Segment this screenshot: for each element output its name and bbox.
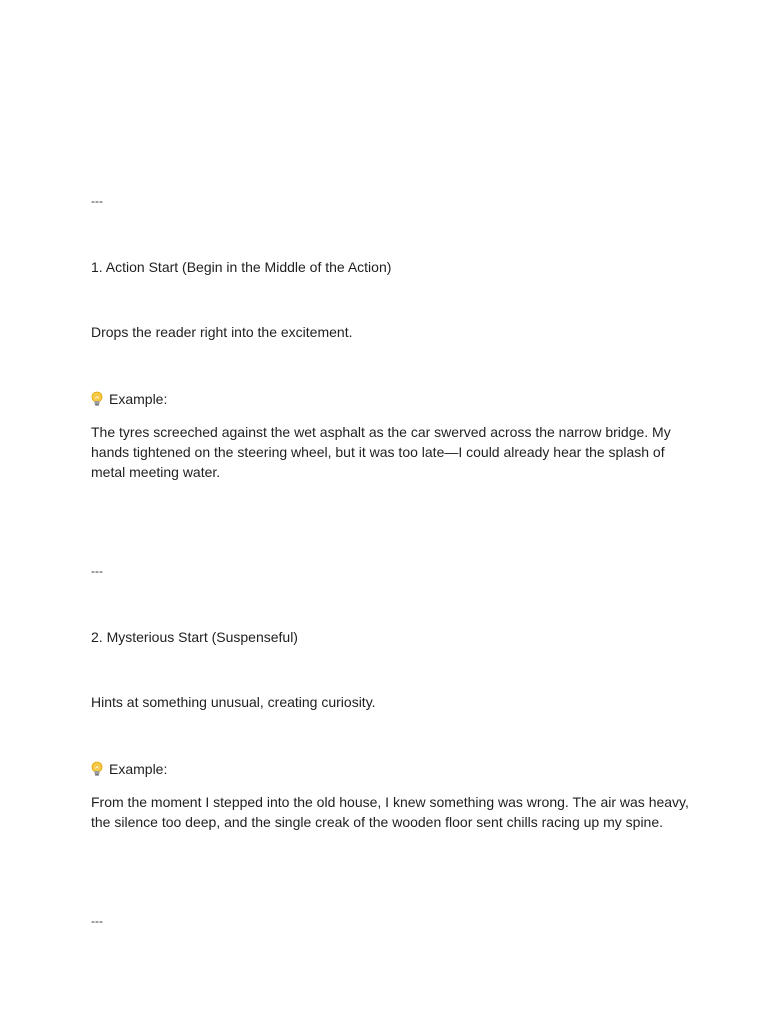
- separator: ---: [91, 914, 103, 928]
- section-description: Drops the reader right into the excitement.: [91, 324, 353, 340]
- example-text: From the moment I stepped into the old house, I knew something was wrong. The air was heavy, the silence too deep, and the single creak of the wooden floor sent chills racing up my spine.: [91, 794, 689, 830]
- section-heading: 2. Mysterious Start (Suspenseful): [91, 629, 298, 645]
- example-label: Example:: [109, 761, 168, 777]
- section-heading: 1. Action Start (Begin in the Middle of the Action): [91, 259, 392, 275]
- section-description: Hints at something unusual, creating curiosity.: [91, 694, 376, 710]
- example-label: Example:: [109, 391, 168, 407]
- lightbulb-icon: [91, 761, 103, 777]
- separator: ---: [91, 194, 103, 208]
- example-label-row: [91, 759, 691, 779]
- separator: ---: [91, 564, 103, 578]
- example-label-row: [91, 389, 691, 409]
- example-text: The tyres screeched against the wet asphalt as the car swerved across the narrow bridge. My hands tightened on the steering wheel, but it was too late—I could already hear the splash of metal meeting water.: [91, 424, 671, 480]
- lightbulb-icon: [91, 391, 103, 407]
